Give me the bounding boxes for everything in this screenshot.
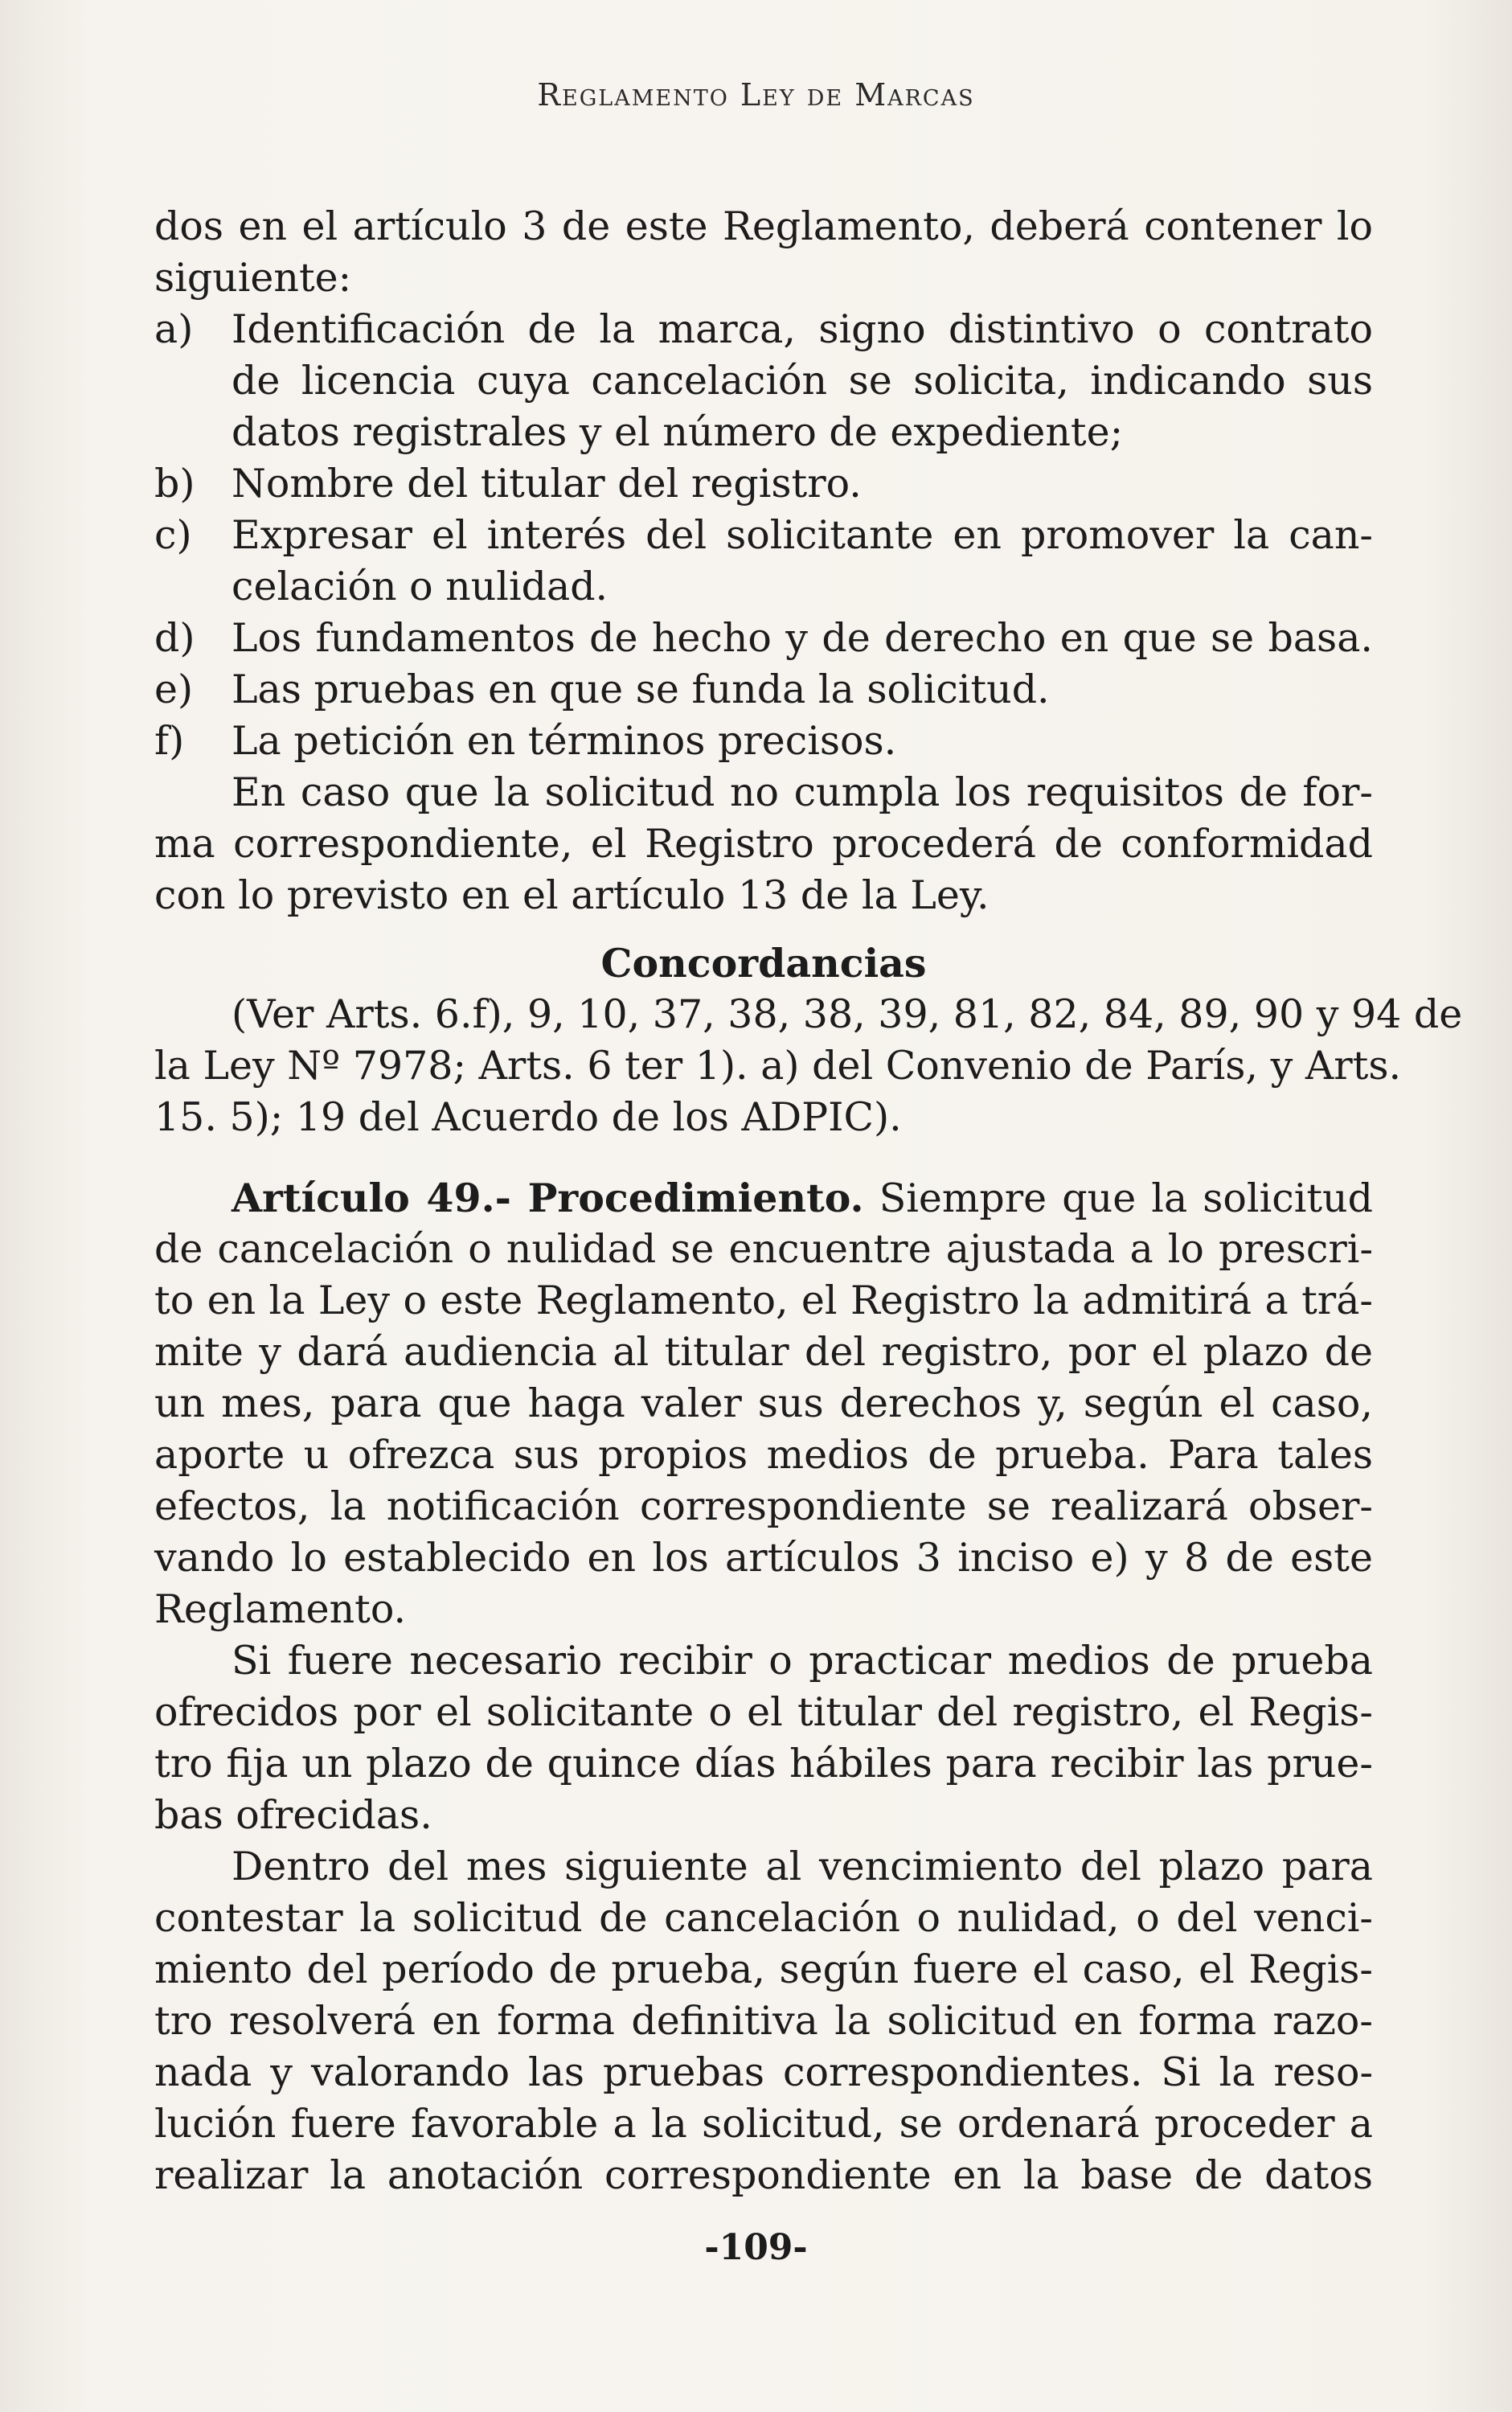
article-line: realizar la anotación correspondiente en la base de datos xyxy=(154,2152,1373,2198)
list-item-continuation: de licencia cuya cancelación se solicita, indicando sus xyxy=(232,358,1373,404)
article-line: un mes, para que haga valer sus derechos y, según el caso, xyxy=(154,1380,1373,1426)
article-line: aporte u ofrezca sus propios medios de prueba. Para tales xyxy=(154,1432,1373,1478)
intro-line-2: siguiente: xyxy=(154,255,352,301)
list-item-text: Identificación de la marca, signo distintivo o contrato xyxy=(232,306,1373,352)
concordancias-heading: Concordancias xyxy=(600,940,927,987)
article-line: ofrecidos por el solicitante o el titular del registro, el Regis- xyxy=(154,1689,1373,1735)
concordancias-line-3: 15. 5); 19 del Acuerdo de los ADPIC). xyxy=(154,1094,902,1140)
list-item-c xyxy=(154,510,1373,561)
article-line: Dentro del mes siguiente al vencimiento del plazo para xyxy=(232,1844,1373,1889)
list-item-label: c) xyxy=(154,512,192,558)
article-49-first-line xyxy=(154,1172,1373,1224)
concordancias-line-1: (Ver Arts. 6.f), 9, 10, 37, 38, 38, 39, 81, 82, 84, 89, 90 y 94 de xyxy=(232,991,1463,1037)
list-item-b xyxy=(154,458,1373,510)
closing-line-3: con lo previsto en el artículo 13 de la Ley. xyxy=(154,872,990,918)
list-item-f xyxy=(154,716,1373,767)
page-body xyxy=(154,201,1463,2201)
article-line: Reglamento. xyxy=(154,1586,407,1632)
list-item-label: d) xyxy=(154,615,195,661)
article-line: lución fuere favorable a la solicitud, se ordenará proceder a xyxy=(154,2101,1373,2147)
list-item-text: Expresar el interés del solicitante en promover la can- xyxy=(232,512,1373,558)
list-item-text: Las pruebas en que se funda la solicitud. xyxy=(232,667,1050,712)
section-gap xyxy=(154,1143,1373,1172)
article-line: to en la Ley o este Reglamento, el Registro la admitirá a trá- xyxy=(154,1278,1373,1323)
article-line: tro fija un plazo de quince días hábiles para recibir las prue- xyxy=(154,1741,1373,1786)
article-line: bas ofrecidas. xyxy=(154,1792,432,1838)
article-line: mite y dará audiencia al titular del registro, por el plazo de xyxy=(154,1329,1373,1375)
concordancias-line-2: la Ley Nº 7978; Arts. 6 ter 1). a) del Convenio de París, y Arts. xyxy=(154,1043,1402,1089)
page-number: -109- xyxy=(704,2227,808,2268)
list-item-label: e) xyxy=(154,667,194,712)
list-item-label: b) xyxy=(154,461,195,507)
article-line: contestar la solicitud de cancelación o nulidad, o del venci- xyxy=(154,1895,1373,1941)
list-item-text: La petición en términos precisos. xyxy=(232,718,897,764)
article-line: de cancelación o nulidad se encuentre ajustada a lo prescri- xyxy=(154,1226,1373,1272)
list-item-text: Nombre del titular del registro. xyxy=(232,461,862,507)
article-49-title: Artículo 49.- Procedimiento. xyxy=(232,1175,864,1221)
running-header: Reglamento Ley de Marcas xyxy=(537,77,975,113)
intro-line-1: dos en el artículo 3 de este Reglamento, deberá contener lo xyxy=(154,203,1373,249)
article-line: efectos, la notificación correspondiente se realizará obser- xyxy=(154,1483,1373,1529)
closing-line-2: ma correspondiente, el Registro procederá de conformidad xyxy=(154,821,1373,867)
list-item-a xyxy=(154,304,1373,355)
article-line: vando lo establecido en los artículos 3 inciso e) y 8 de este xyxy=(154,1535,1373,1581)
list-item-label: f) xyxy=(154,718,185,764)
list-item-label: a) xyxy=(154,306,194,352)
closing-line-1: En caso que la solicitud no cumpla los requisitos de for- xyxy=(232,769,1373,815)
list-item-d xyxy=(154,613,1373,664)
article-line: Si fuere necesario recibir o practicar medios de prueba xyxy=(232,1638,1373,1684)
article-line: nada y valorando las pruebas correspondientes. Si la reso- xyxy=(154,2049,1373,2095)
list-item-e xyxy=(154,664,1373,716)
article-line: tro resolverá en forma definitiva la solicitud en forma razo- xyxy=(154,1998,1373,2044)
list-item-continuation: datos registrales y el número de expediente; xyxy=(232,409,1124,455)
list-item-continuation: celación o nulidad. xyxy=(232,564,608,609)
article-49-text: Siempre que la solicitud xyxy=(863,1175,1373,1221)
list-item-text: Los fundamentos de hecho y de derecho en que se basa. xyxy=(232,615,1373,661)
article-line: miento del período de prueba, según fuere el caso, el Regis- xyxy=(154,1946,1373,1992)
